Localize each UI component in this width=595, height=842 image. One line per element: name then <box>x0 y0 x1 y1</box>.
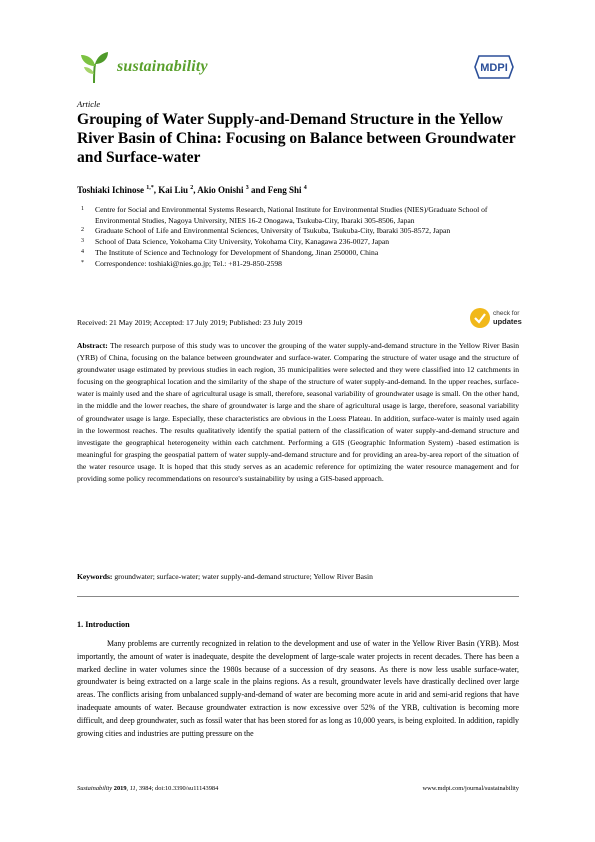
author-affiliation-marker: 3 <box>245 185 249 191</box>
affiliation-text: School of Data Science, Yokohama City University, Yokohama City, Kanagawa 236-0027, Japan <box>95 237 390 247</box>
correspondence-text[interactable]: Correspondence: toshiaki@nies.go.jp; Tel.: +81-29-850-2598 <box>95 258 282 268</box>
affiliation-text: Graduate School of Life and Environmental Sciences, University of Tsukuba, Tsukuba-City, Ibaraki 305-8572, Japan <box>95 226 451 236</box>
affiliation-item <box>77 248 527 259</box>
affiliation-list <box>77 205 527 269</box>
affiliation-item <box>77 205 527 226</box>
affiliation-number: 3 <box>81 238 84 245</box>
affiliation-number: 1 <box>81 206 84 212</box>
footer-doi[interactable]: , 3984; doi:10.3390/su11143984 <box>135 785 219 792</box>
article-title: Grouping of Water Supply-and-Demand Structure in the Yellow River Basin of China: Focusing on Balance between Groundwater and Surface-water <box>77 111 516 166</box>
author-name: Kai Liu <box>158 185 188 195</box>
keywords <box>77 572 519 581</box>
section-heading: 1. Introduction <box>77 620 130 629</box>
footer-journal: Sustainability <box>77 785 113 792</box>
footer-url[interactable]: www.mdpi.com/journal/sustainability <box>422 785 519 792</box>
author-affiliation-marker: 1,* <box>146 185 154 191</box>
abstract-label: Abstract: <box>77 341 108 350</box>
author-name: Toshiaki Ichinose <box>77 185 144 195</box>
affiliation-number: 2 <box>81 227 84 234</box>
footer-citation: Sustainability 2019, 11, 3984; doi:10.3390/su11143984 <box>77 785 219 792</box>
affiliation-text: The Institute of Science and Technology for Development of Shandong, Jinan 250000, China <box>95 247 379 257</box>
author-name: Feng Shi <box>267 185 302 195</box>
check-updates-line2: updates <box>493 316 522 326</box>
affiliation-text: Centre for Social and Environmental Systems Research, National Institute for Environmental Studies (NIES)/Graduate School of Environmental Studies, Nagoya University, NIES 16-2 Onogawa, Tsukuba-City, Ibaraki 305-8506, Japan <box>95 205 488 225</box>
publication-dates: Received: 21 May 2019; Accepted: 17 July 2019; Published: 23 July 2019 <box>77 318 303 327</box>
affiliation-number: * <box>81 259 84 266</box>
abstract-text: The research purpose of this study was to uncover the grouping of the water supply-and-demand structure in the Yellow River Basin (YRB) of China, focusing on the balance between groundwater and surface-water. Comparing the structure of water usage and the structure of groundwater usage estimated by previous studies in each region, 35 municipalities were selected and they were classified into 12 catchments in focusing on the geographical location and the similarity of the shape of the structure of water supply-and-demand. In the upper reaches, surface-water is mainly used and the share of agricultural usage is small, therefore, seasonal variability of groundwater usage is small. On the other hand, in the middle and the lower reaches, the share of groundwater is large and the share of agricultural usage is large, therefore, seasonal variability of groundwater usage is large. Especially, these characteristics are obvious in the Loess Plateau. In addition, surface-water is mainly used again in the lowermost reaches. The results qualitatively identify the spatial pattern of the classification of water supply-and-demand structure and investigate the geographical heterogeneity within each catchment. Performing a GIS (Geographic Information System) -based estimation is meaningful for grasping the geospatial pattern of water supply-and-demand structure and for providing an area-by-area report of the situation of the water resource usage. It is hoped that this study serves as an academic reference for optimizing the water resource management and for providing some policy recommendations on resource's sustainability by using a GIS-based approach. <box>77 341 520 484</box>
author-list: Toshiaki Ichinose $^{1,*}$, Kai Liu $^2$, Akio Onishi $^3$ and Feng Shi $^4$ <box>77 185 307 195</box>
publisher-name: MDPI <box>480 62 508 74</box>
correspondence-item <box>77 259 527 270</box>
affiliation-number: 4 <box>81 248 84 255</box>
author-affiliation-marker: 4 <box>303 185 307 191</box>
footer-year: 2019 <box>113 785 127 792</box>
keywords-text: groundwater; surface-water; water supply-and-demand structure; Yellow River Basin <box>114 572 373 581</box>
journal-name: sustainability <box>117 58 208 75</box>
check-for-updates-button[interactable] <box>470 308 525 330</box>
section-divider <box>77 596 519 597</box>
author-affiliation-marker: 2 <box>190 185 194 191</box>
sustainability-logo-icon <box>78 50 110 84</box>
mdpi-logo-icon <box>473 54 515 80</box>
keywords-label: Keywords: <box>77 572 113 581</box>
introduction-paragraph: Many problems are currently recognized in relation to the development and use of water in the Yellow River Basin (YRB). Most importantly, the amount of water is inadequate, despite the development of large-scale water projects in recent decades. There has been a marked decline in water volumes since the 1980s because of a succession of dry seasons. As there is now less usable surface-water, groundwater is being extracted on a large scale in the plains regions. As a result, groundwater levels have drastically declined over large areas. The conflicts arising from unbalanced supply-and-demand of water are becoming more acute in arid and semi-arid regions that have inadequate amounts of water. Because groundwater extraction is now excessive over 52% of the YRB, cultivation is becoming more difficult, and deep groundwater, such as fossil water that has been stored for as long as 10,000 years, is being exploited. In addition, rapidly growing cities and industries are putting pressure on the <box>77 639 519 738</box>
affiliation-item <box>77 226 527 237</box>
footer-volume: 11 <box>129 785 136 792</box>
affiliation-item <box>77 237 527 248</box>
abstract <box>77 340 519 485</box>
check-updates-icon <box>470 308 490 328</box>
check-updates-line1: check for <box>493 310 520 317</box>
author-name: Akio Onishi <box>197 185 244 195</box>
article-type: Article <box>77 99 101 109</box>
